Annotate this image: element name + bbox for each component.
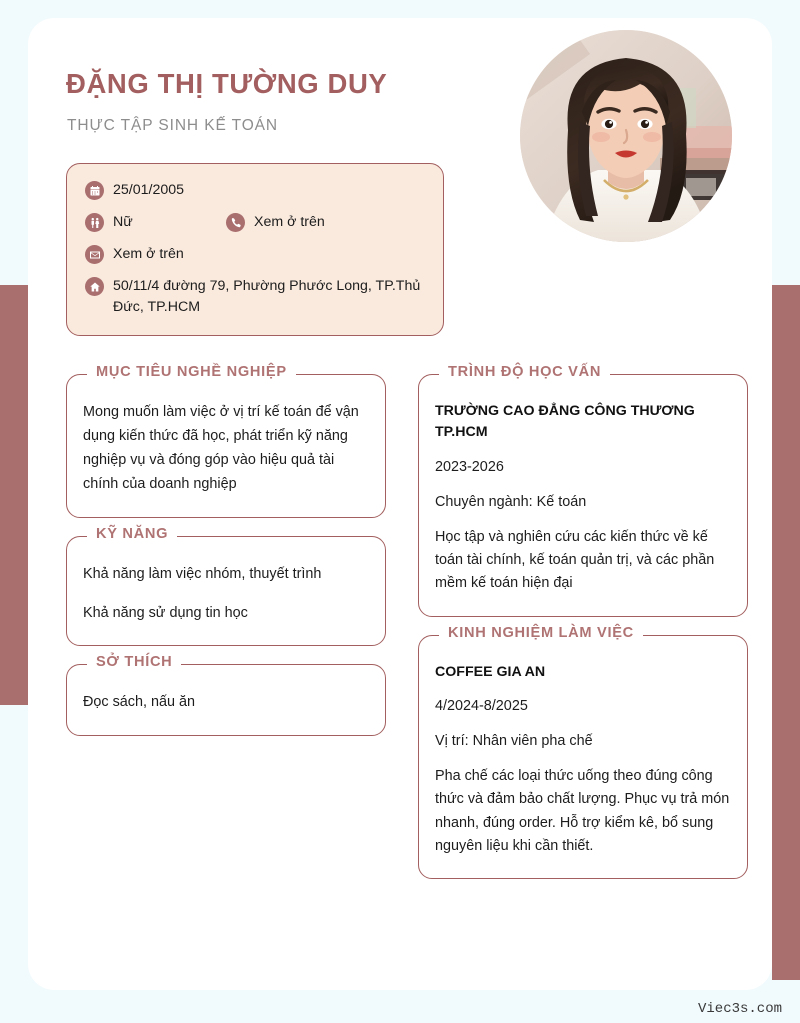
skills-frame [66, 525, 386, 646]
skill-item: Khả năng sử dụng tin học [83, 604, 248, 621]
experience-company: COFFEE GIA AN [435, 663, 546, 680]
hobbies-text: Đọc sách, nấu ăn [83, 693, 195, 710]
section-title-skills: KỸ NĂNG [87, 526, 177, 542]
section-title-education: TRÌNH ĐỘ HỌC VẤN [439, 364, 610, 380]
contact-gender [85, 212, 226, 232]
contact-phone-value: Xem ở trên [254, 214, 325, 231]
contact-email-value: Xem ở trên [113, 246, 184, 263]
section-education [418, 364, 748, 617]
contact-row-gender-phone [85, 212, 425, 232]
profile-photo-illustration [520, 30, 732, 242]
contact-birthdate-value: 25/01/2005 [113, 182, 185, 198]
section-objective [66, 364, 386, 518]
left-column [66, 363, 386, 736]
contact-row-email [85, 244, 425, 264]
section-title-hobbies: SỞ THÍCH [87, 654, 181, 670]
experience-entry [435, 662, 731, 859]
education-period: 2023-2026 [435, 458, 504, 475]
experience-position: Vị trí: Nhân viên pha chế [435, 733, 593, 750]
contact-row-address [85, 276, 425, 316]
resume-card [28, 18, 772, 990]
watermark: Viec3s.com [697, 1001, 782, 1017]
section-experience [418, 624, 748, 880]
experience-period: 4/2024-8/2025 [435, 697, 528, 714]
experience-description: Pha chế các loại thức uống theo đúng công thức và đảm bảo chất lượng. Phục vụ trả món nhanh, đúng order. Hỗ trợ kiểm kê, bổ sung nguyên liệu khi cần thiết. [435, 768, 730, 855]
avatar [520, 30, 732, 242]
contact-address-value: 50/11/4 đường 79, Phường Phước Long, TP.Thủ Đức, TP.HCM [113, 278, 421, 315]
contact-address [85, 276, 425, 316]
contact-info-box [66, 163, 444, 336]
section-skills [66, 525, 386, 646]
education-description: Học tập và nghiên cứu các kiến thức về kế toán tài chính, kế toán quản trị, và các phần mềm kế toán hiện đại [435, 528, 715, 592]
skill-item: Khả năng làm việc nhóm, thuyết trình [83, 565, 322, 582]
section-title-experience: KINH NGHIỆM LÀM VIỆC [439, 625, 643, 641]
education-major: Chuyên ngành: Kế toán [435, 493, 587, 510]
section-hobbies [66, 653, 386, 736]
experience-frame [418, 624, 748, 880]
objective-text: Mong muốn làm việc ở vị trí kế toán để vận dụng kiến thức đã học, phát triển kỹ năng nghiệp vụ và đóng góp vào hiệu quả tài chính của doanh nghiệp [83, 404, 359, 492]
gender-icon [85, 213, 104, 232]
contact-birthdate [85, 180, 226, 200]
education-school: TRƯỜNG CAO ĐẲNG CÔNG THƯƠNG TP.HCM [435, 403, 695, 441]
decorative-bar-left [0, 285, 28, 705]
contact-email [85, 244, 226, 264]
hobbies-frame [66, 653, 386, 736]
phone-icon [226, 213, 245, 232]
education-frame [418, 364, 748, 617]
contact-phone [226, 212, 325, 232]
right-column [418, 363, 748, 879]
candidate-name: ĐẶNG THỊ TƯỜNG DUY [66, 68, 388, 99]
resume-header [28, 18, 772, 168]
decorative-bar-right [772, 285, 800, 980]
home-icon [85, 277, 104, 296]
education-entry [435, 401, 731, 596]
objective-frame [66, 364, 386, 518]
candidate-job-title: THỰC TẬP SINH KẾ TOÁN [67, 117, 279, 134]
envelope-icon [85, 245, 104, 264]
calendar-icon [85, 181, 104, 200]
contact-gender-value: Nữ [113, 214, 133, 231]
section-title-objective: MỤC TIÊU NGHỀ NGHIỆP [87, 364, 296, 380]
contact-row-birthdate [85, 180, 425, 200]
